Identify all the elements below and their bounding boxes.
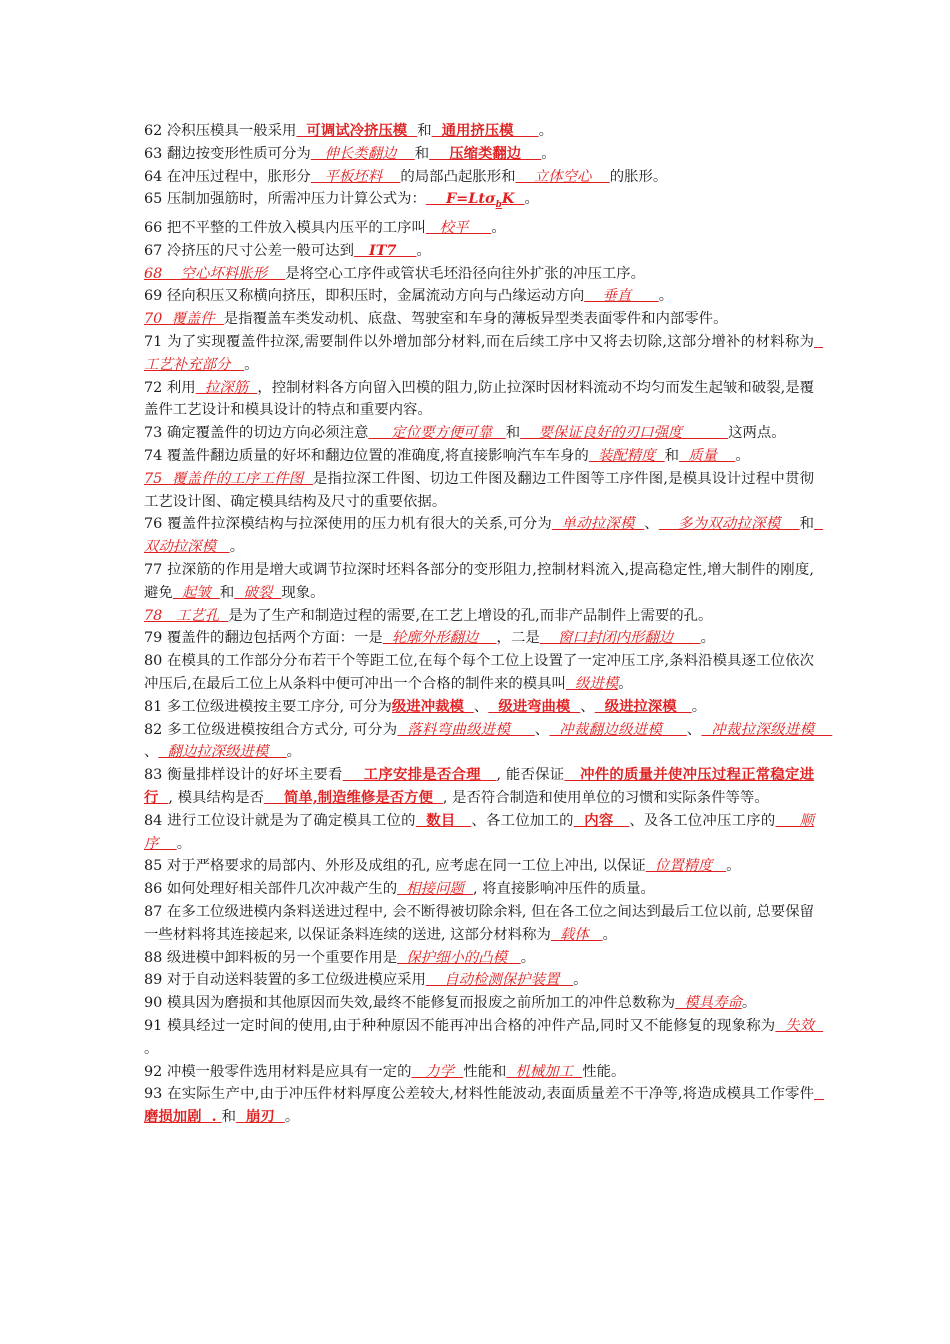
question-item-90 [144,992,814,1015]
question-text: , 是否符合制造和使用单位的习惯和实际条件等等。 [442,789,769,806]
answer-blank: 位置精度 [645,858,727,875]
question-item-78 [144,605,814,628]
question-text: 和 [417,123,432,139]
answer-blank: 落料弯曲级进模 [397,721,535,738]
question-item-67 [144,240,814,263]
answer-blank: 冲件的质量并使冲压过程正常稳定进行 [144,766,814,806]
answer-blank: 冲裁翻边级进模 [549,721,687,738]
answer-blank: 破裂 [234,584,282,601]
question-text: 86 如何处理好相关部件几次冲裁产生的 [144,881,398,898]
answer-blank: 工艺补充部分 [144,334,824,373]
question-text: 和 [414,145,430,162]
answer-blank: 内容 [573,811,630,829]
question-item-77 [144,559,814,605]
answer-blank: 级进拉深模 [594,697,692,715]
question-text: 。 [726,858,741,875]
question-text: 现象。 [281,584,325,601]
question-text: 87 在多工位级进模内条料送进过程中, 会不断得被切除余料, 但在各工位之间达到最后工位以前, 总要保留一些材料将其连接起来, 以保证条料连续的送进, 这部分材料称为 [144,903,814,943]
question-text: 62 冷积压模具一般采用 [144,123,297,139]
answer-blank: 起皱 [172,584,220,601]
question-text: 。 [573,972,588,989]
answer-blank: 单动拉深模 [551,516,645,533]
question-text: 的局部凸起胀形和 [400,168,516,185]
answer-blank: 窗口封闭内形翻边 [539,630,701,647]
question-text: , 将直接影响冲压件的质量。 [473,881,655,898]
question-text: 89 对于自动送料装置的多工位级进模应采用 [144,972,426,989]
question-text: 65 压制加强筋时，所需冲压力计算公式为： [144,191,426,208]
question-text: 。 [741,995,757,1012]
question-item-81 [144,696,814,719]
question-text: 。 [602,926,617,943]
question-text: 85 对于严格要求的局部内、外形及成组的孔, 应考虑在同一工位上冲出, 以保证 [144,858,646,875]
question-item-68 [144,263,814,286]
question-text: 91 模具经过一定时间的使用,由于种种原因不能再冲出合格的冲件产品,同时又不能修复的现象称为 [144,1017,776,1034]
question-item-64 [144,166,814,189]
question-text: 和 [221,1109,237,1126]
question-text: 是将空心工序件或管状毛坯沿径向往外扩张的冲压工序。 [285,265,646,282]
question-text: 71 为了实现覆盖件拉深,需要制件以外增加部分材料,而在后续工序中又将去切除,这部分增补的材料称为 [144,334,814,351]
question-text: , 能否保证 [496,767,565,784]
question-text: 。 [416,242,431,259]
answer-blank: 装配精度 [588,448,665,465]
answer-blank: 自动检测保护装置 [425,972,574,989]
answer-blank: 可调试冷挤压模 [296,122,418,139]
answer-blank: 崩刃 [236,1108,285,1126]
question-text: 81 多工位级进模按主要工序分, 可分为 [144,698,392,715]
question-text: 、 [473,698,489,715]
question-text: 92 冲模一般零件选用材料是应具有一定的 [144,1063,412,1080]
answer-blank: 顺序 [144,812,814,852]
question-text: 63 翻边按变形性质可分为 [144,145,311,162]
question-text: 。 [691,698,707,715]
answer-blank: 工序安排是否合理 [342,766,497,784]
answer-blank: 轮廓外形翻边 [382,630,497,647]
answer-blank: 垂直 [584,288,659,305]
question-text: 74 覆盖件翻边质量的好坏和翻边位置的准确度,将直接影响汽车车身的 [144,448,589,465]
answer-blank: K [501,190,525,208]
question-item-79 [144,627,814,650]
question-text: 79 覆盖件的翻边包括两个方面：一是 [144,630,383,647]
question-item-91 [144,1015,824,1061]
question-item-85 [144,855,814,878]
question-text: 。 [491,220,506,237]
answer-blank: 翻边拉深级进模 [158,744,287,761]
question-text: 。 [658,288,674,305]
answer-blank: b [495,200,502,211]
question-text: 和 [664,448,680,465]
question-text: 。 [735,448,750,465]
answer-blank: 简单,制造维修是否方便 [263,788,443,806]
question-text: 69 径向积压又称横向挤压，即积压时，金属流动方向与凸缘运动方向 [144,288,585,305]
question-item-66 [144,217,814,240]
question-text: 66 把不平整的工件放入模具内压平的工序叫 [144,220,426,237]
question-text: 、 [580,698,595,715]
question-text: , 模具结构是否 [168,789,264,806]
answer-blank: 68 空心坏料胀形 [144,265,286,282]
answer-blank: 载体 [550,926,603,943]
question-text: 80 在模具的工作部分分布若干个等距工位,在每个每个工位上设置了一定冲压工序,条料沿模具逐工位依次冲压后,在最后工位上从条料中便可冲出一个合格的制件来的模具叫 [144,653,814,692]
answer-blank: 双动拉深模 [144,516,824,556]
question-text: ，二是 [496,630,540,647]
question-text: 、及各工位冲压工序的 [629,812,776,829]
answer-blank: 通用挤压模 [431,122,539,139]
question-item-84 [144,810,814,856]
answer-blank: 模具寿命 [675,995,742,1012]
question-text: 是指覆盖车类发动机、底盘、驾驶室和车身的薄板异型类表面零件和内部零件。 [223,311,728,328]
answer-blank: F=Ltσ [425,190,496,208]
question-text: 性能。 [582,1063,626,1080]
question-text: 72 利用 [144,379,196,396]
answer-blank: 级进模 [565,676,619,692]
question-text: 73 确定覆盖件的切边方向必须注意 [144,425,369,442]
answer-blank: IT7 [353,241,417,259]
question-item-86 [144,878,814,901]
question-text: 。 [541,145,556,162]
question-item-75 [144,468,814,514]
question-text: 76 覆盖件拉深模结构与拉深使用的压力机有很大的关系,可分为 [144,516,552,533]
answer-blank: 立体空心 [515,168,610,185]
answer-blank: 失效 [775,1017,824,1034]
question-text: 、 [144,744,159,761]
question-text: 。 [700,630,716,647]
question-item-83 [144,764,814,810]
answer-blank: 平板坯料 [310,168,401,185]
question-text: 和 [219,584,235,601]
question-text: 的胀形。 [609,168,668,185]
question-item-82 [144,719,833,765]
question-text: 。 [229,539,245,556]
question-text: 93 在实际生产中,由于冲压件材料厚度公差较大,材料性能波动,表面质量差不干净等,将造成模具工作零件 [144,1086,814,1103]
question-text: 、 [644,516,659,533]
question-text: 是为了生产和制造过程的需要,在工艺上增设的孔,而非产品制件上需要的孔。 [228,607,713,624]
answer-blank: 相接问题 [397,881,474,898]
answer-blank: 多为双动拉深模 [658,516,800,533]
question-text: 和 [799,516,814,533]
question-text: 。 [524,191,539,208]
question-item-92 [144,1061,814,1084]
question-item-71 [144,331,824,377]
question-text: 。 [286,744,301,761]
answer-blank: 数目 [415,811,472,829]
question-text: ，控制材料各方向留入凹模的阻力,防止拉深时因材料流动不均匀而发生起皱和破裂,是覆盖件工艺设计和模具设计的特点和重要内容。 [144,379,814,419]
question-text: 是指拉深工件图、切边工件图及翻边工件图等工序件图,是模具设计过程中贯彻工艺设计图、确定模具结构及尺寸的重要依据。 [144,470,814,510]
question-item-88 [144,947,814,970]
answer-blank: 级进冲裁模 [391,697,474,715]
question-text: 、 [686,721,702,738]
question-text: 。 [618,676,633,692]
question-item-73 [144,422,814,445]
question-text: 性能和 [463,1063,507,1080]
question-text: 84 进行工位设计就是为了确定模具工位的 [144,812,416,829]
question-text: 和 [505,425,521,442]
answer-blank: 压缩类翻边 [429,144,542,162]
question-item-63 [144,143,814,166]
question-item-87 [144,901,814,947]
answer-blank: 校平 [425,220,492,237]
answer-blank: 75 覆盖件的工序工件图 [144,470,313,487]
question-text: 。 [144,1040,159,1057]
question-item-69 [144,285,814,308]
question-text: 64 在冲压过程中，胀形分 [144,168,311,185]
answer-blank: 伸长类翻边 [310,145,415,162]
question-text: 。 [244,356,259,373]
question-text: 、 [534,721,550,738]
question-item-70 [144,308,814,331]
document-body [144,120,833,1129]
question-text: 这两点。 [728,425,786,442]
question-item-80 [144,650,814,696]
answer-blank: 拉深筋 [195,379,258,396]
question-item-89 [144,969,814,992]
answer-blank: 磨损加剧 . [144,1085,825,1126]
question-text: 83 衡量排样设计的好坏主要看 [144,767,343,784]
answer-blank: 力学 [411,1063,464,1080]
answer-blank: 70 覆盖件 [144,311,224,328]
answer-blank: 定位要方便可靠 [368,425,506,442]
answer-blank: 要保证良好的刃口强度 [520,425,729,442]
answer-blank: 级进弯曲模 [488,697,581,715]
question-text: 。 [284,1109,300,1126]
question-text: 。 [538,123,554,139]
answer-blank: 保护细小的凸模 [397,949,521,966]
answer-blank: 78 工艺孔 [144,607,229,624]
question-item-74 [144,445,814,468]
question-item-76 [144,513,824,559]
answer-blank: 机械加工 [506,1063,583,1080]
question-item-93 [144,1083,825,1129]
question-text: 88 级进模中卸料板的另一个重要作用是 [144,949,398,966]
question-text: 。 [176,835,192,852]
question-item-72 [144,377,814,423]
question-text: 。 [520,949,536,966]
answer-blank: 质量 [679,448,736,465]
question-item-65 [144,188,814,217]
question-item-62 [144,120,814,143]
question-text: 90 模具因为磨损和其他原因而失效,最终不能修复而报废之前所加工的冲件总数称为 [144,995,676,1012]
question-text: 77 拉深筋的作用是增大或调节拉深时坯料各部分的变形阻力,控制材料流入,提高稳定性,增大制件的刚度,避免 [144,562,814,601]
question-text: 82 多工位级进模按组合方式分, 可分为 [144,721,398,738]
question-text: 67 冷挤压的尺寸公差一般可达到 [144,242,354,259]
answer-blank: 冲裁拉深级进模 [701,721,833,738]
question-text: 、各工位加工的 [471,812,574,829]
